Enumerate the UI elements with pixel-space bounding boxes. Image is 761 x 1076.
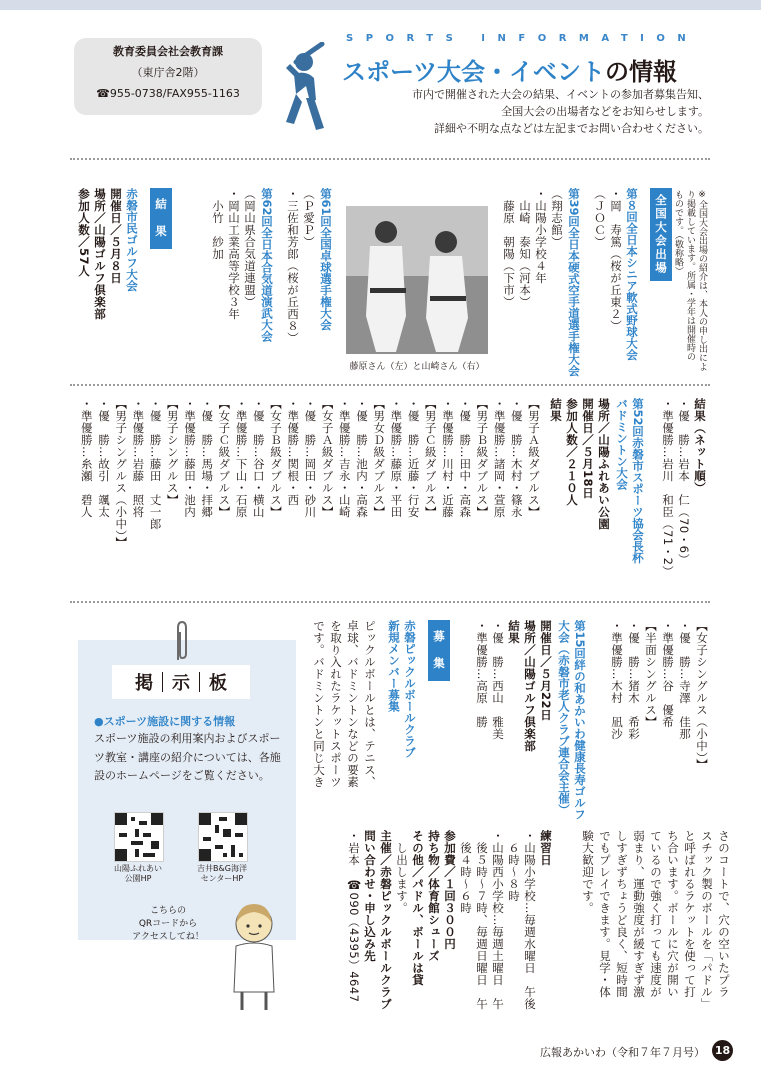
karate-photo bbox=[346, 206, 488, 354]
lead-line: 詳細や不明な点などは左記までお問い合わせください。 bbox=[434, 122, 709, 135]
board-title-char: 板 bbox=[209, 673, 227, 694]
result-line: ・優 勝…谷口・横山 bbox=[251, 398, 266, 518]
national-tag: 全国大会出場 bbox=[650, 188, 672, 281]
national-line: 山崎 泰知（河本） bbox=[518, 188, 532, 308]
senior-result: ・準優勝…岩川 和臣（71・2） bbox=[661, 398, 675, 578]
national-sub: （岡山県合気道連盟） bbox=[243, 188, 257, 308]
bubble-line: こちらの bbox=[149, 906, 186, 916]
result-line: ・準優勝…川村・近藤 bbox=[441, 398, 455, 518]
golf-people: 参加人数／57人 bbox=[77, 188, 91, 278]
practice-line: ・山陽小学校…毎週水曜日 午後 bbox=[523, 830, 537, 1010]
result-line: ・優 勝…岡田・砂川 bbox=[303, 398, 318, 518]
result-line: 【女子Ｃ級ダブルス】 bbox=[217, 398, 232, 518]
practice-head: 練習日 bbox=[539, 830, 553, 866]
result-line: ・優 勝…馬場・拝郷 bbox=[200, 398, 215, 518]
recruit-other: し出します。 bbox=[395, 830, 409, 914]
result-line: 【男子Ｂ級ダブルス】 bbox=[475, 398, 490, 518]
recruit-bring: 持ち物／体育館シューズ bbox=[427, 830, 441, 962]
wagolf-winner: ・優 勝…西山 雅美 bbox=[491, 620, 505, 740]
result-line: 【男子シングルス】 bbox=[165, 398, 180, 506]
board-title-char: 示 bbox=[172, 673, 190, 694]
recruit-contact: ・岩本 ☎090（4395）4647 bbox=[347, 830, 361, 1003]
result-line: 【女子Ｂ級ダブルス】 bbox=[269, 398, 283, 518]
result-line: ・準優勝…藤田・池内 bbox=[183, 398, 197, 518]
national-line: 藤原 朝陽（下市） bbox=[502, 188, 516, 308]
results-tag: 結 果 bbox=[150, 188, 172, 249]
golf-title: 赤磐市民ゴルフ大会 bbox=[125, 188, 139, 292]
badminton-people: 参加人数／２１０人 bbox=[565, 398, 579, 506]
result-line: ・準優勝…吉永・山崎 bbox=[337, 398, 352, 518]
national-line: ・山陽小学校４年 bbox=[534, 188, 548, 284]
bubble-line: QRコードから bbox=[138, 919, 198, 929]
recruit-other: その他／パドル、ボールは貸 bbox=[411, 830, 425, 986]
qr-caption-bg-center bbox=[190, 864, 254, 884]
result-line: 卓球、バドミントンなどの要素 bbox=[346, 620, 360, 788]
qr-code-park[interactable] bbox=[114, 812, 164, 862]
page-number: 18 bbox=[712, 1040, 733, 1061]
speech-bubble bbox=[126, 905, 210, 944]
result-line: ピックルボールとは、テニス、 bbox=[363, 620, 377, 788]
divider bbox=[70, 158, 710, 160]
page-title bbox=[342, 52, 677, 87]
national-line: 小竹 紗加 bbox=[211, 188, 225, 260]
lead-text bbox=[412, 86, 709, 137]
qr-caption-line: 山陽ふれあい bbox=[114, 864, 162, 873]
result-line: 【男子Ａ級ダブルス】 bbox=[527, 398, 541, 518]
qr-caption-line: 吉井B&G海洋 bbox=[197, 864, 247, 873]
wagolf-title: 第15回絆の和あかいわ健康長寿ゴルフ bbox=[573, 620, 587, 821]
board-title bbox=[112, 665, 250, 699]
paper-clip-icon bbox=[173, 620, 191, 662]
baseball-player-icon bbox=[276, 42, 336, 136]
result-line: ・準優勝…糸瀬 碧人 bbox=[79, 398, 94, 518]
result-line: ・準優勝…下山・石原 bbox=[234, 398, 249, 518]
national-line: （ＪＯＣ） bbox=[593, 188, 607, 248]
result-line: しすぎずちょうど良く、短時間 bbox=[615, 830, 629, 998]
lead-line: 全国大会の出場者などをお知らせします。 bbox=[501, 105, 709, 118]
wagolf-place: 場所／山陽ゴルフ倶楽部 bbox=[523, 620, 537, 752]
karate-photo-image bbox=[346, 206, 488, 354]
qr-code-icon bbox=[199, 813, 247, 861]
national-note: り掲載しています。所属・学年は開催時の bbox=[685, 190, 695, 361]
result-line: ・優 勝…寺澤 佳那 bbox=[678, 620, 692, 740]
qr-caption-line: 公園HP bbox=[124, 874, 152, 883]
wagolf-date: 開催日／５月22日 bbox=[539, 620, 553, 722]
national-sub: （Ｐ愛Ｐ） bbox=[302, 188, 316, 248]
result-line: を取り入れたラケットスポーツ bbox=[329, 620, 343, 788]
practice-line: ６時～８時 bbox=[507, 830, 521, 902]
result-line: です。バドミントンと同じ大き bbox=[312, 620, 326, 788]
divider bbox=[70, 384, 710, 386]
board-text: スポーツ施設の利用案内およびスポーツ教室・講座の紹介については、各施設のホームページをご覧ください。 bbox=[94, 732, 281, 782]
photo-caption: 藤原さん（左）と山崎さん（右） bbox=[349, 362, 485, 372]
lead-line: 市内で開催された大会の結果、イベントの参加者募集告知、 bbox=[412, 88, 709, 101]
recruit-fee: 参加費／１回３００円 bbox=[443, 830, 457, 950]
staff-illustration-icon bbox=[218, 900, 288, 1012]
sports-information-label: SPORTS INFORMATION bbox=[346, 33, 699, 44]
board-heading: ●スポーツ施設に関する情報 bbox=[94, 715, 236, 728]
result-line: スチック製のボールを「パドル」 bbox=[700, 830, 714, 1010]
title-blue: スポーツ大会・イベント bbox=[342, 58, 606, 86]
result-line: ・準優勝…岩藤 照将 bbox=[131, 398, 146, 518]
national-sub: （翔志館） bbox=[550, 188, 564, 248]
result-line: 【女子Ａ級ダブルス】 bbox=[320, 398, 335, 518]
national-line: ・岡山工業高等学校３年 bbox=[227, 188, 241, 320]
result-line: ち合います。ボールに穴が開い bbox=[666, 830, 680, 998]
top-band bbox=[0, 0, 761, 10]
badminton-title: バドミントン大会 bbox=[615, 398, 629, 490]
result-line: ・優 勝…田中・高森 bbox=[458, 398, 473, 518]
national-line: ・三佐和芳郎（桜が丘西８） bbox=[286, 188, 300, 344]
practice-line: 後４時～６時 bbox=[459, 830, 473, 914]
result-line: ・優 勝…故引 颯太 bbox=[97, 398, 111, 518]
qr-code-icon bbox=[115, 813, 163, 861]
badminton-result: 結果 bbox=[549, 398, 563, 422]
result-line: さのコートで、穴の空いたプラ bbox=[717, 830, 731, 998]
result-line: でもプレイできます。見学・体 bbox=[598, 830, 612, 998]
result-line: と呼ばれるラケットを使って打 bbox=[683, 830, 697, 998]
golf-place: 場所／山陽ゴルフ倶楽部 bbox=[93, 188, 107, 320]
board-title-char: 掲 bbox=[135, 673, 153, 694]
senior-result: ・優 勝…岩本 仁（70・6） bbox=[677, 398, 691, 566]
national-event-title: 第39回全日本硬式空手道選手権大会 bbox=[567, 188, 581, 377]
national-event-title: 第８回全日本シニア軟式野球大会 bbox=[625, 188, 639, 361]
recruit-tag: 募 集 bbox=[428, 620, 450, 681]
result-line: 【男女Ｄ級ダブルス】 bbox=[372, 398, 387, 518]
result-line: ・準優勝…藤原・平田 bbox=[389, 398, 404, 518]
golf-date: 開催日／５月８日 bbox=[109, 188, 123, 284]
recruit-title: 赤磐ピックルボールクラブ bbox=[403, 620, 417, 758]
wagolf-result: 結果 bbox=[507, 620, 521, 644]
divider bbox=[70, 601, 710, 603]
qr-caption-line: センターHP bbox=[200, 874, 244, 883]
national-note: ※全国大会出場の紹介は、本人の申し出によ bbox=[697, 190, 707, 371]
qr-caption-park bbox=[108, 864, 168, 884]
badminton-title: 第52回赤磐市スポーツ協会長杯 bbox=[631, 398, 645, 564]
contact-dept: 教育委員会社会教育課 bbox=[113, 45, 223, 58]
senior-head: 結果（ネット順） bbox=[693, 398, 707, 494]
result-line: 【男子Ｃ級ダブルス】 bbox=[423, 398, 438, 518]
result-line: ・準優勝…谷 優希 bbox=[661, 620, 675, 728]
result-line: ・準優勝…諸岡・萱原 bbox=[492, 398, 507, 518]
footer-text: 広報あかいわ（令和７年７月号） bbox=[540, 1046, 705, 1059]
result-line: ・準優勝…関根・西 bbox=[286, 398, 301, 506]
result-line: 弱まり、運動強度が緩すぎず激 bbox=[632, 830, 646, 998]
result-line: 【男子シングルス（小中）】 bbox=[114, 398, 129, 549]
qr-code-bg-center[interactable] bbox=[198, 812, 248, 862]
recruit-title: 新規メンバー募集 bbox=[387, 620, 401, 712]
result-line: ・優 勝…猪木 希彩 bbox=[627, 620, 641, 740]
result-line: ているので強く打っても速度が bbox=[649, 830, 663, 998]
result-line: ・準優勝…木村 凪沙 bbox=[610, 620, 624, 740]
national-event-title: 第61回全国卓球選手権大会 bbox=[319, 188, 333, 331]
contact-phone: ☎955-0738/FAX955-1163 bbox=[96, 87, 240, 100]
national-note: ものです。（敬称略） bbox=[673, 190, 683, 276]
contact-floor: （東庁舎2階） bbox=[131, 66, 205, 79]
result-line: 【半面シングルス】 bbox=[644, 620, 658, 728]
title-black: の情報 bbox=[605, 58, 678, 86]
wagolf-runnerup: ・準優勝…高原 勝 bbox=[475, 620, 489, 728]
result-line: 験大歓迎です。 bbox=[581, 830, 595, 914]
result-line: ・優 勝…池内・高森 bbox=[355, 398, 369, 518]
contact-box bbox=[74, 38, 262, 115]
result-line: ・優 勝…藤田 丈一郎 bbox=[148, 398, 163, 530]
practice-line: 後５時～７時、毎週日曜日 午 bbox=[475, 830, 489, 1010]
recruit-host: 主催／赤磐ピックルボールクラブ bbox=[379, 830, 393, 1010]
bubble-line: アクセスしてね！ bbox=[132, 932, 204, 942]
national-event-title: 第62回全日本合気道演武大会 bbox=[260, 188, 274, 343]
badminton-date: 開催日／５月18日 bbox=[581, 398, 595, 500]
badminton-place: 場所／山陽ふれあい公園 bbox=[597, 398, 611, 530]
recruit-contact-head: 問い合わせ・申し込み先 bbox=[363, 830, 377, 962]
result-line: ・優 勝…木村・篠永 bbox=[509, 398, 524, 518]
national-line: ・岡 寿篤（桜が丘東２） bbox=[609, 188, 623, 332]
result-line: ・優 勝…近藤・行安 bbox=[406, 398, 421, 518]
wagolf-title: 大会（赤磐市老人クラブ連合会主催） bbox=[557, 620, 571, 816]
result-line: 【女子シングルス（小中）】 bbox=[695, 620, 709, 771]
practice-line: ・山陽西小学校…毎週土曜日 午 bbox=[491, 830, 505, 1010]
